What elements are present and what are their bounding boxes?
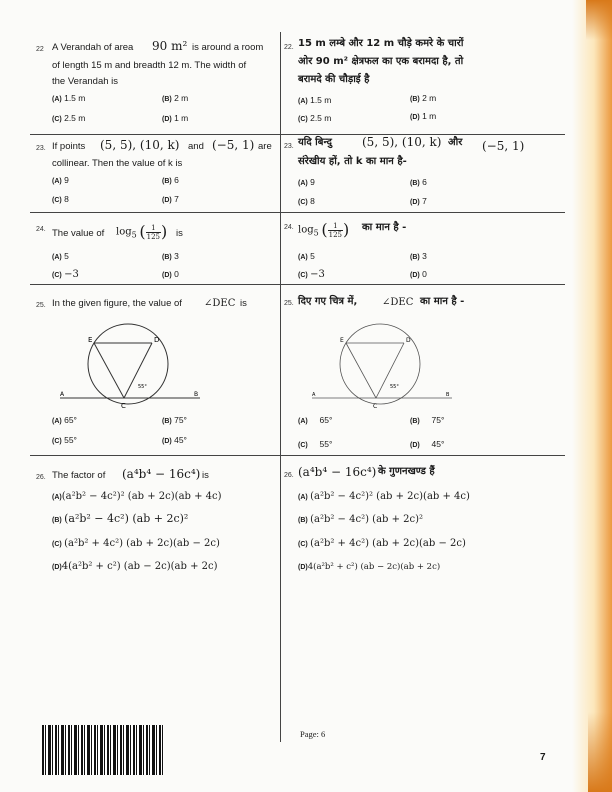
option-a: (A) 65° xyxy=(52,415,77,425)
option-d: (D) 1 m xyxy=(410,111,437,121)
option-b: (B) (a²b² − 4c²) (ab + 2c)² xyxy=(52,512,189,525)
option-d: (D)4(a²b² + c²) (ab − 2c)(ab + 2c) xyxy=(52,561,218,572)
option-d: (D) 45° xyxy=(410,439,445,449)
question-text-hindi: और xyxy=(448,137,463,148)
row-separator xyxy=(30,455,565,456)
question-text: A Verandah of area xyxy=(52,42,134,53)
chord-ec xyxy=(94,343,124,398)
point-label-c: C xyxy=(121,402,126,410)
question-text: In the given figure, the value of xyxy=(52,298,182,309)
question-number: 23. xyxy=(36,145,46,152)
question-number: 26. xyxy=(36,474,46,481)
option-c: (C) −3 xyxy=(298,269,325,280)
angle-value: 55° xyxy=(138,384,147,390)
option-d: (D) 45° xyxy=(162,435,187,445)
option-c: (C) 55° xyxy=(52,435,77,445)
option-b: (B) 6 xyxy=(162,175,179,185)
page-number: 7 xyxy=(540,752,546,763)
question-text-hindi: संरेखीय हों, तो k का मान है- xyxy=(298,156,407,167)
question-text: of length 15 m and breadth 12 m. The width of xyxy=(52,60,247,71)
point-label-c: C xyxy=(373,403,378,410)
question-number: 25. xyxy=(284,300,294,307)
option-a: (A) 9 xyxy=(52,175,69,185)
option-b: (B) 75° xyxy=(410,415,445,425)
question-text: collinear. Then the value of k is xyxy=(52,158,183,169)
question-text-hindi: दिए गए चित्र में, xyxy=(298,296,358,307)
option-a: (A) (a²b² − 4c²)² (ab + 2c)(ab + 4c) xyxy=(298,491,470,502)
question-number: 22 xyxy=(36,46,44,53)
row-separator xyxy=(30,134,565,135)
option-c: (C) 55° xyxy=(298,439,333,449)
point-label-e: E xyxy=(88,336,93,344)
angle-label: ∠DEC xyxy=(382,297,414,308)
option-c: (C) 2.5 m xyxy=(52,113,86,123)
angle-label: ∠DEC xyxy=(204,298,236,309)
question-text-hindi: का मान है - xyxy=(362,222,407,233)
option-d: (D) 0 xyxy=(410,269,427,279)
question-text: If points xyxy=(52,141,86,152)
math-expression: (a⁴b⁴ − 16c⁴) xyxy=(122,467,201,481)
chord-ec xyxy=(346,343,376,398)
question-text-hindi: यदि बिन्दु xyxy=(298,137,332,148)
option-a: (A) 9 xyxy=(298,177,315,187)
option-b: (B) 2 m xyxy=(162,93,189,103)
option-d: (D)4(a²b² + c²) (ab − 2c)(ab + 2c) xyxy=(298,562,441,572)
option-d: (D) 7 xyxy=(162,194,179,204)
option-a: (A) 1.5 m xyxy=(298,95,332,105)
question-text: the Verandah is xyxy=(52,76,119,87)
question-number: 24. xyxy=(284,224,294,231)
option-a: (A) 5 xyxy=(52,251,69,261)
question-text-hindi: ओर 90 m² क्षेत्रफल का एक बरामदा है, तो xyxy=(298,56,464,67)
option-b: (B) 3 xyxy=(162,251,179,261)
question-number: 24. xyxy=(36,226,46,233)
option-b: (B) (a²b² − 4c²) (ab + 2c)² xyxy=(298,514,424,525)
corner-stain-top xyxy=(586,0,612,40)
math-area: 90 m² xyxy=(152,39,188,53)
option-d: (D) 0 xyxy=(162,269,179,279)
question-text: are xyxy=(258,141,272,152)
point-label-a: A xyxy=(60,391,65,398)
question-text-hindi: का मान है - xyxy=(420,296,465,307)
question-number: 23. xyxy=(284,143,294,150)
angle-value: 55° xyxy=(390,384,399,390)
log-expression: $\log_5$ ( $\frac{1}{125}$ ) xyxy=(298,220,350,239)
page-footer: Page: 6 xyxy=(300,729,326,739)
row-separator xyxy=(30,212,565,213)
option-a: (A) 65° xyxy=(298,415,333,425)
question-text: is xyxy=(202,470,209,481)
math-points: (5, 5), (10, k) xyxy=(100,138,180,152)
question-number: 25. xyxy=(36,302,46,309)
circle-figure xyxy=(312,322,462,414)
option-d: (D) 7 xyxy=(410,196,427,206)
circle xyxy=(340,324,420,404)
question-text-hindi: बरामदे की चौड़ाई है xyxy=(298,74,370,85)
question-text-hindi: के गुणनखण्ड हैं xyxy=(378,466,435,477)
math-point: (−5, 1) xyxy=(212,138,255,152)
option-a: (A) 1.5 m xyxy=(52,93,86,103)
question-text-hindi: 15 m लम्बे और 12 m चौड़े कमरे के चारों xyxy=(298,38,464,49)
question-text: is around a room xyxy=(192,42,264,53)
point-label-d: D xyxy=(406,337,411,344)
option-b: (B) 2 m xyxy=(410,93,437,103)
question-number: 22. xyxy=(284,44,294,51)
option-c: (C) (a²b² + 4c²) (ab + 2c)(ab − 2c) xyxy=(298,538,466,549)
row-separator xyxy=(30,284,565,285)
question-text: and xyxy=(188,141,204,152)
point-label-b: B xyxy=(194,391,199,398)
option-a: (A) 5 xyxy=(298,251,315,261)
question-text: The factor of xyxy=(52,470,106,481)
page-edge-shadow xyxy=(572,0,612,792)
point-label-a: A xyxy=(312,392,316,398)
option-b: (B) 6 xyxy=(410,177,427,187)
column-divider xyxy=(280,32,281,742)
option-c: (C) 8 xyxy=(52,194,69,204)
option-b: (B) 3 xyxy=(410,251,427,261)
math-point: (−5, 1) xyxy=(482,139,525,153)
circle-figure xyxy=(60,322,210,414)
option-c: (C) 8 xyxy=(298,196,315,206)
option-d: (D) 1 m xyxy=(162,113,189,123)
barcode xyxy=(42,725,164,775)
math-points: (5, 5), (10, k) xyxy=(362,135,442,149)
point-label-e: E xyxy=(340,337,344,344)
option-c: (C) 2.5 m xyxy=(298,113,332,123)
option-b: (B) 75° xyxy=(162,415,187,425)
math-expression: (a⁴b⁴ − 16c⁴) xyxy=(298,465,377,479)
point-label-d: D xyxy=(154,336,160,344)
question-text: is xyxy=(176,228,183,239)
option-c: (C) −3 xyxy=(52,269,79,280)
option-a: (A)(a²b² − 4c²)² (ab + 2c)(ab + 4c) xyxy=(52,491,222,502)
question-number: 26. xyxy=(284,472,294,479)
question-text: is xyxy=(240,298,247,309)
log-expression: $\log_5$ ( $\frac{1}{125}$ ) xyxy=(116,222,168,241)
question-text: The value of xyxy=(52,228,105,239)
corner-stain-bottom xyxy=(588,712,612,792)
point-label-b: B xyxy=(446,392,450,398)
option-c: (C) (a²b² + 4c²) (ab + 2c)(ab − 2c) xyxy=(52,538,220,549)
